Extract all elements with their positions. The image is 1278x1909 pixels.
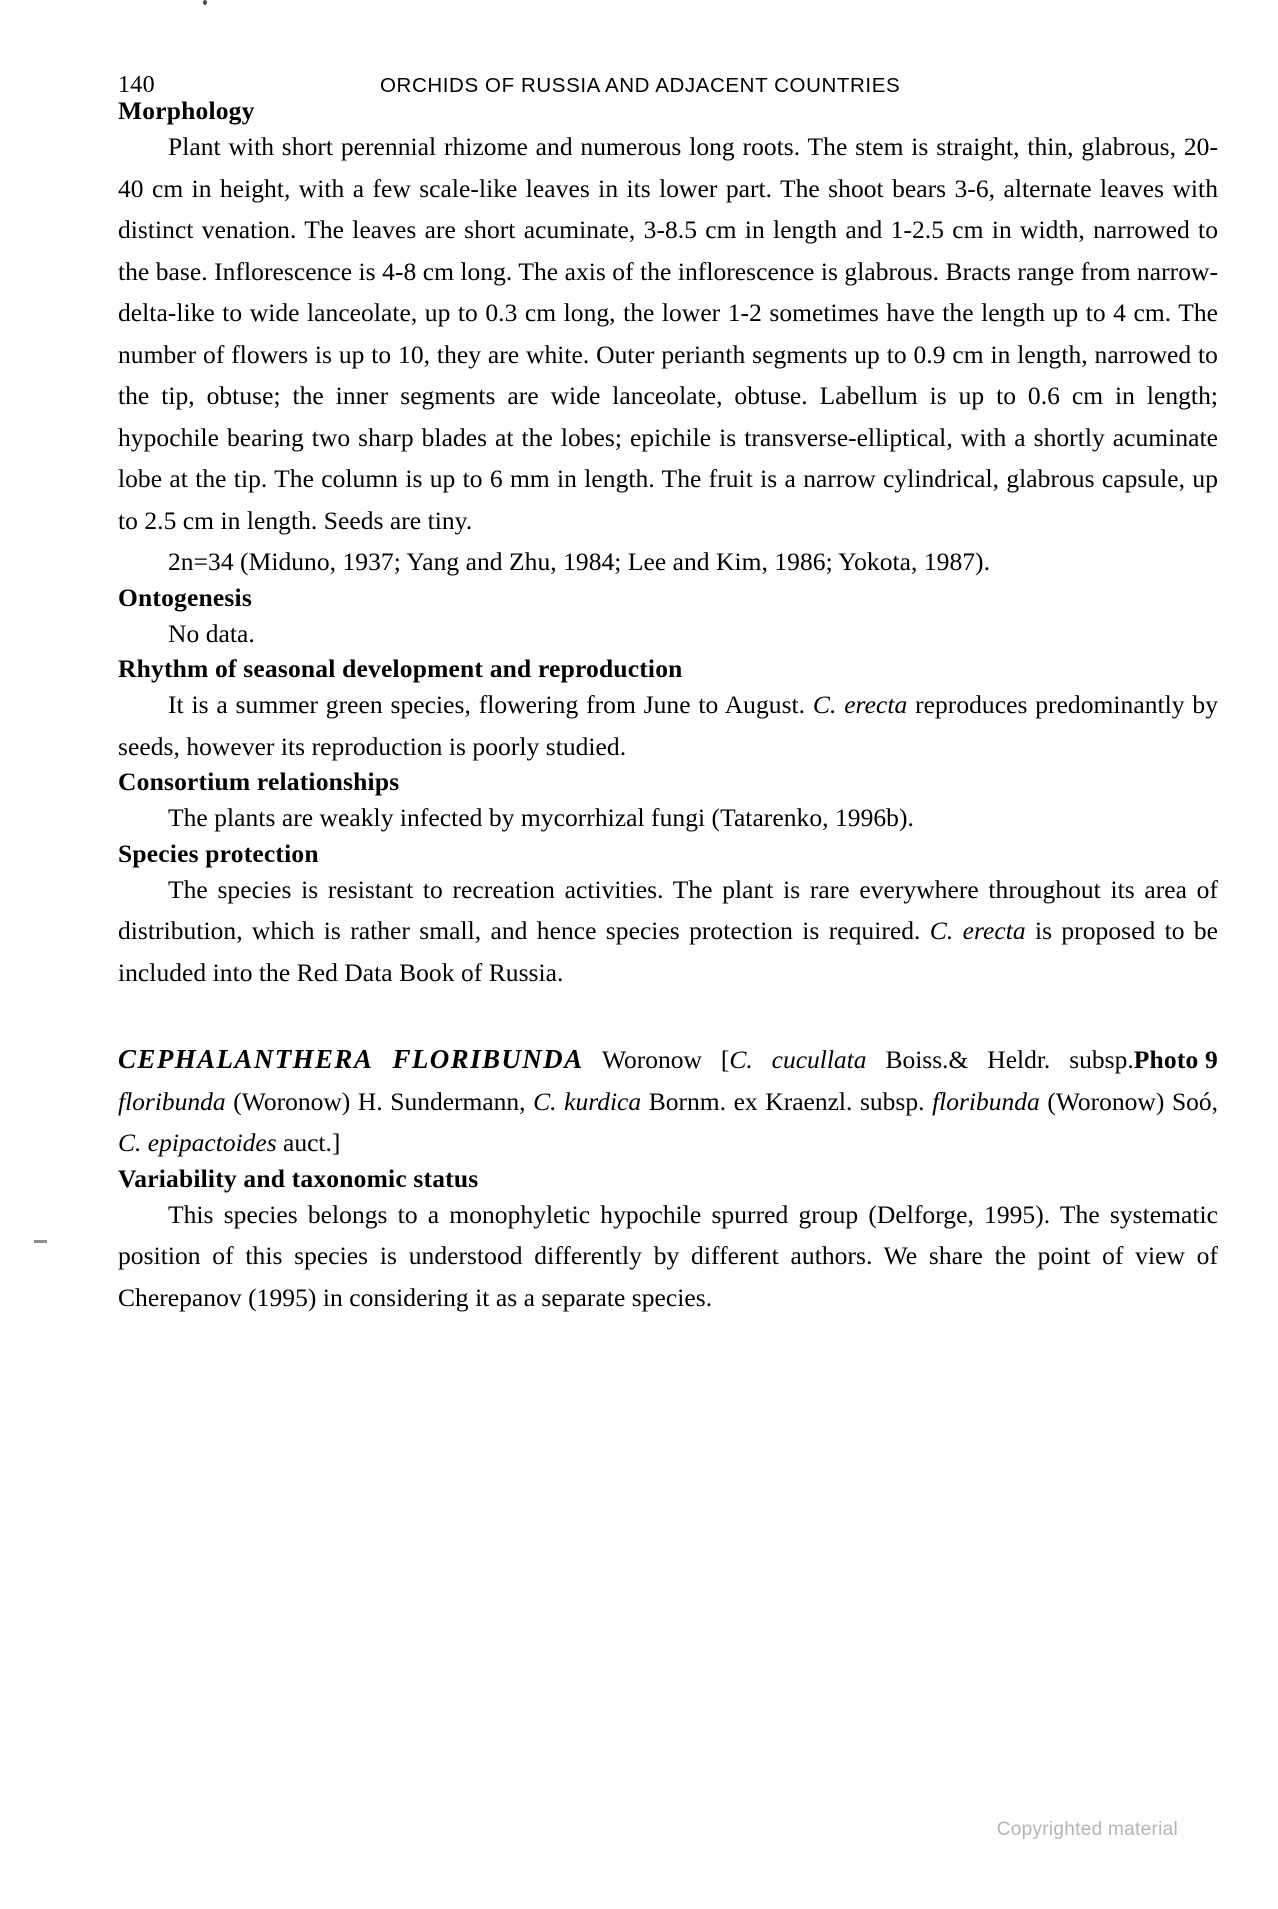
- photo-reference: Photo 9: [1133, 1045, 1218, 1074]
- paragraph-species-protection: [118, 869, 1218, 994]
- copyright-watermark: Copyrighted material: [996, 1819, 1178, 1840]
- paragraph-consortium: The plants are weakly infected by mycorrhizal fungi (Tatarenko, 1996b).: [168, 803, 914, 832]
- running-head: [118, 50, 1218, 96]
- taxon-synonym-3-rest: Bornm. ex Kraenzl. subsp.: [641, 1086, 933, 1116]
- taxon-synonym-5: C. epipactoides: [118, 1128, 277, 1157]
- protection-text-2: is proposed to be included into the Red Data Book of Russia.: [118, 916, 1218, 987]
- paragraph-chromosome-count: 2n=34 (Miduno, 1937; Yang and Zhu, 1984; Lee and Kim, 1986; Yokota, 1987).: [168, 547, 991, 576]
- paragraph-morphology: Plant with short perennial rhizome and numerous long roots. The stem is straight, thin, glabrous, 20-40 cm in height, with a few scale-like leaves in its lower part. The shoot bears 3-6, alternate leaves with distinct venation. The leaves are short acuminate, 3-8.5 cm in length and 1-2.5 cm in width, narrowed to the base. Inflorescence is 4-8 cm long. The axis of the inflorescence is glabrous. Bracts range from narrow-delta-like to wide lanceolate, up to 0.3 cm long, the lower 1-2 sometimes have the length up to 4 cm. The number of flowers is up to 10, they are white. Outer perianth segments up to 0.9 cm in length, narrowed to the tip, obtuse; the inner segments are wide lanceolate, obtuse. Labellum is up to 0.6 cm in length; hypochile bearing two sharp blades at the lobes; epichile is transverse-elliptical, with a shortly acuminate lobe at the tip. The column is up to 6 mm in length. The fruit is a narrow cylindrical, glabrous capsule, up to 2.5 cm in length. Seeds are tiny.: [118, 132, 1218, 535]
- taxon-scientific-name: CEPHALANTHERA FLORIBUNDA: [118, 1044, 584, 1074]
- paragraph-ontogenesis: No data.: [168, 618, 255, 648]
- protection-text-1: The species is resistant to recreation activities. The plant is rare everywhere throughout its area of distribution, which is rather small, and hence species protection is required.: [118, 874, 1218, 945]
- heading-morphology: Morphology: [118, 96, 255, 125]
- taxon-synonym-4-rest: (Woronow) Soó,: [1039, 1086, 1219, 1116]
- taxon-synonym-5-rest: auct.]: [276, 1128, 341, 1157]
- scan-artifact-dot: [203, 0, 207, 5]
- heading-consortium: Consortium relationships: [118, 767, 400, 796]
- taxon-synonym-2-rest: (Woronow) H. Sundermann,: [225, 1086, 534, 1116]
- rhythm-species-name: C. erecta: [812, 690, 908, 719]
- heading-ontogenesis: Ontogenesis: [118, 582, 252, 612]
- taxon-synonym-1: C. cucullata: [729, 1045, 867, 1074]
- protection-species-name: C. erecta: [929, 916, 1026, 945]
- heading-species-protection: Species protection: [118, 838, 319, 868]
- paragraph-variability: This species belongs to a monophyletic hypochile spurred group (Delforge, 1995). The systematic position of this species is understood differently by different authors. We share the point of view of Cherepanov (1995) in considering it as a separate species.: [118, 1199, 1218, 1312]
- taxon-synonym-3: C. kurdica: [533, 1086, 642, 1116]
- running-title: ORCHIDS OF RUSSIA AND ADJACENT COUNTRIES: [380, 74, 901, 97]
- paragraph-rhythm: [118, 684, 1218, 767]
- heading-variability: Variability and taxonomic status: [118, 1163, 479, 1193]
- page-number: 140: [118, 72, 155, 98]
- taxon-synonym-1-rest: Boiss.& Heldr. subsp.: [866, 1045, 1134, 1074]
- rhythm-text-1: It is a summer green species, flowering from June to August.: [168, 690, 813, 719]
- taxon-synonym-2: floribunda: [118, 1086, 226, 1116]
- page-content: [118, 50, 1218, 1318]
- heading-rhythm: Rhythm of seasonal development and reproduction: [118, 654, 683, 683]
- scan-artifact-dash: [34, 1240, 47, 1243]
- taxon-synonym-4: floribunda: [932, 1086, 1040, 1116]
- rhythm-text-2: reproduces predominantly by seeds, however its reproduction is poorly studied.: [118, 690, 1218, 761]
- taxon-entry: [118, 1039, 1218, 1164]
- taxon-author: Woronow [: [583, 1045, 730, 1074]
